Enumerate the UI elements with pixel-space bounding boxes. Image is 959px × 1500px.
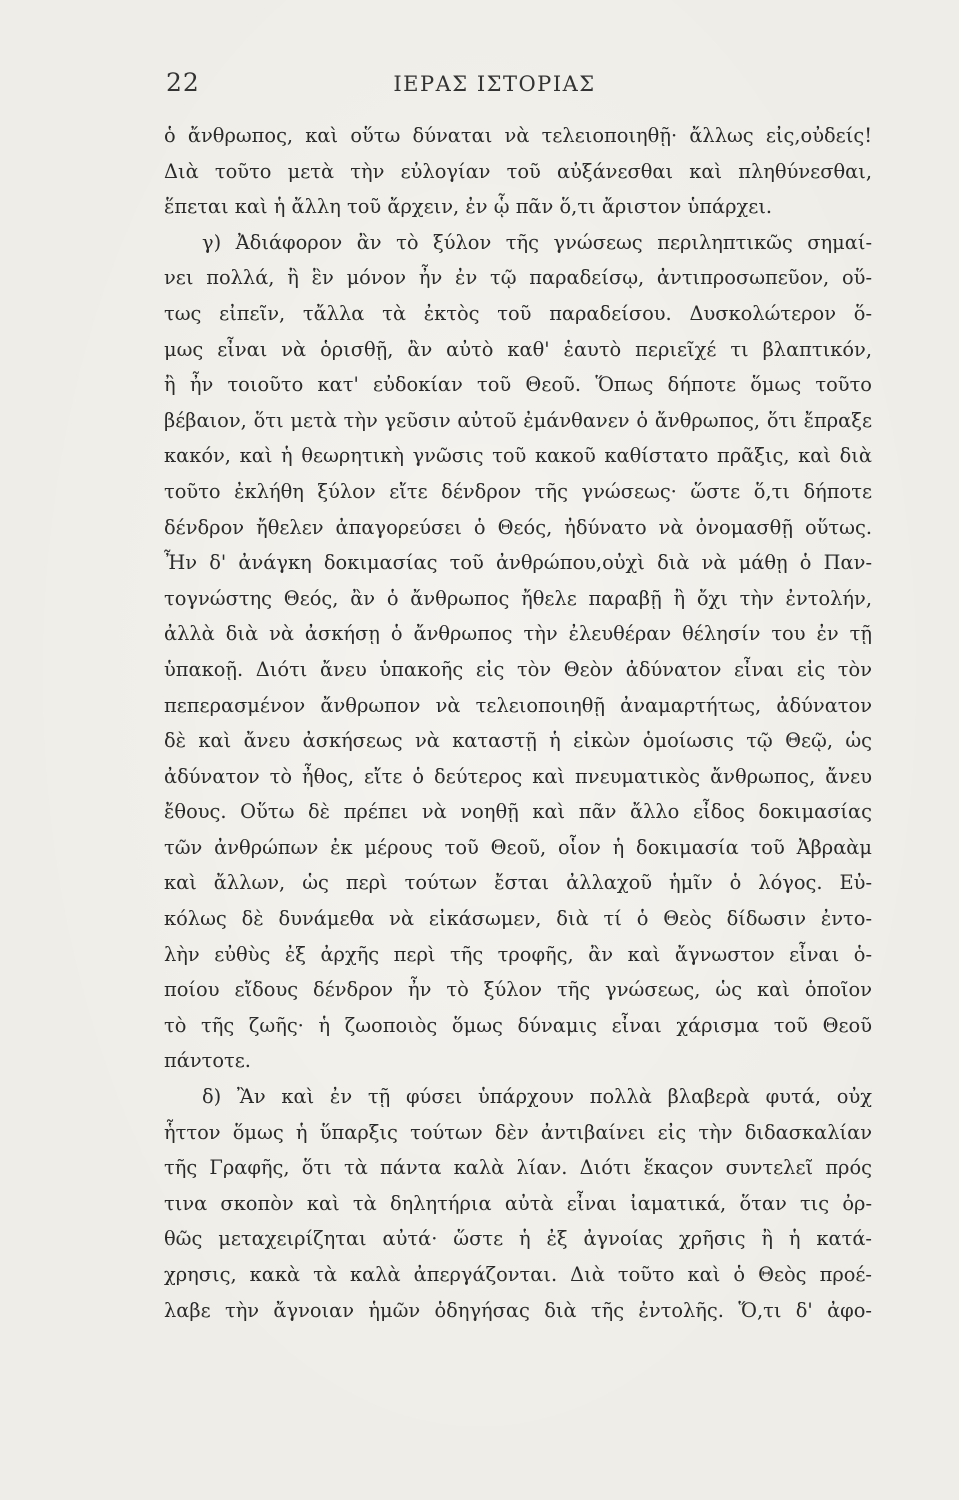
text-line: ὑπακοῇ. Διότι ἄνευ ὑπακοῆς εἰς τὸν Θεὸν ἀδύνατον εἶναι εἰς τὸν [164, 657, 872, 681]
text-line: χρησις, κακὰ τὰ καλὰ ἀπεργάζονται. Διὰ τοῦτο καὶ ὁ Θεὸς προέ- [164, 1263, 872, 1286]
text-line: καὶ ἄλλων, ὡς περὶ τούτων ἔσται ἀλλαχοῦ ἡμῖν ὁ λόγος. Εὐ- [164, 871, 872, 895]
text-line: βέβαιον, ὅτι μετὰ τὴν γεῦσιν αὐτοῦ ἐμάνθανεν ὁ ἄνθρωπος, ὅτι ἔπραξε [164, 408, 872, 432]
text-line: τως εἰπεῖν, τἄλλα τὰ ἐκτὸς τοῦ παραδείσου. Δυσκολώτερον ὅ- [164, 301, 872, 325]
text-line: δὲ καὶ ἄνευ ἀσκήσεως νὰ καταστῇ ἡ εἰκὼν ὁμοίωσις τῷ Θεῷ, ὡς [164, 729, 872, 753]
text-line: Ἦν δ' ἀνάγκη δοκιμασίας τοῦ ἀνθρώπου,οὐχὶ διὰ νὰ μάθῃ ὁ Παν- [164, 551, 872, 575]
text-line: ποίου εἴδους δένδρον ἦν τὸ ξύλον τῆς γνώσεως, ὡς καὶ ὁποῖον [164, 978, 872, 1002]
text-line: ἧττον ὅμως ἡ ὕπαρξις τούτων δὲν ἀντιβαίνει εἰς τὴν διδασκαλίαν [164, 1120, 872, 1144]
text-line: ἔθους. Οὕτω δὲ πρέπει νὰ νοηθῇ καὶ πᾶν ἄλλο εἶδος δοκιμασίας [164, 800, 872, 824]
running-title: ΙΕΡΑΣ ΙΣΤΟΡΙΑΣ [393, 72, 596, 96]
text-line: γ) Ἀδιάφορον ἂν τὸ ξύλον τῆς γνώσεως περιληπτικῶς σημαί- [202, 230, 872, 254]
text-line: τοῦτο ἐκλήθη ξύλον εἴτε δένδρον τῆς γνώσεως· ὥστε ὅ,τι δήποτε [164, 479, 872, 503]
page-header [0, 68, 959, 108]
text-line: ἀδύνατον τὸ ἦθος, εἴτε ὁ δεύτερος καὶ πνευματικὸς ἄνθρωπος, ἄνευ [164, 764, 872, 788]
text-line: δένδρον ἤθελεν ἀπαγορεύσει ὁ Θεός, ἠδύνατο νὰ ὀνομασθῇ οὕτως. [164, 515, 872, 539]
text-line: πάντοτε. [164, 1049, 251, 1073]
text-line: ἕπεται καὶ ἡ ἄλλη τοῦ ἄρχειν, ἐν ᾧ πᾶν ὅ,τι ἄριστον ὑπάρχει. [164, 195, 773, 219]
text-line: μως εἶναι νὰ ὁρισθῇ, ἂν αὐτὸ καθ' ἑαυτὸ περιεῖχέ τι βλαπτικόν, [164, 337, 872, 361]
page-number: 22 [166, 68, 200, 97]
text-line: τογνώστης Θεός, ἂν ὁ ἄνθρωπος ἤθελε παραβῇ ἢ ὄχι τὴν ἐντολήν, [164, 586, 872, 610]
text-line: τινα σκοπὸν καὶ τὰ δηλητήρια αὐτὰ εἶναι ἰαματικά, ὅταν τις ὀρ- [164, 1191, 872, 1215]
text-line: τῶν ἀνθρώπων ἐκ μέρους τοῦ Θεοῦ, οἷον ἡ δοκιμασία τοῦ Ἀβραὰμ [164, 835, 872, 859]
text-line: κόλως δὲ δυνάμεθα νὰ εἰκάσωμεν, διὰ τί ὁ Θεὸς δίδωσιν ἐντο- [164, 907, 872, 931]
text-line: τὸ τῆς ζωῆς· ἡ ζωοποιὸς ὅμως δύναμις εἶναι χάρισμα τοῦ Θεοῦ [164, 1013, 872, 1037]
text-line: Διὰ τοῦτο μετὰ τὴν εὐλογίαν τοῦ αὐξάνεσθαι καὶ πληθύνεσθαι, [164, 159, 872, 183]
text-line: ἢ ἦν τοιοῦτο κατ' εὐδοκίαν τοῦ Θεοῦ. Ὅπως δήποτε ὅμως τοῦτο [164, 373, 872, 397]
text-line: ἀλλὰ διὰ νὰ ἀσκήσῃ ὁ ἄνθρωπος τὴν ἐλευθέραν θέλησίν του ἐν τῇ [164, 622, 872, 646]
text-line: λὴν εὐθὺς ἐξ ἀρχῆς περὶ τῆς τροφῆς, ἂν καὶ ἄγνωστον εἶναι ὁ- [164, 942, 872, 966]
text-line: τῆς Γραφῆς, ὅτι τὰ πάντα καλὰ λίαν. Διότι ἕκαςον συντελεῖ πρός [164, 1156, 872, 1180]
text-line: κακόν, καὶ ἡ θεωρητικὴ γνῶσις τοῦ κακοῦ καθίστατο πρᾶξις, καὶ διὰ [164, 444, 872, 468]
text-line: ὁ ἄνθρωπος, καὶ οὕτω δύναται νὰ τελειοποιηθῇ· ἄλλως εἰς,οὐδείς! [164, 124, 872, 147]
text-line: λαβε τὴν ἄγνοιαν ἡμῶν ὁδηγήσας διὰ τῆς ἐντολῆς. Ὅ,τι δ' ἀφο- [164, 1298, 872, 1322]
body-text [164, 118, 872, 1328]
text-line: δ) Ἂν καὶ ἐν τῇ φύσει ὑπάρχουν πολλὰ βλαβερὰ φυτά, οὐχ [202, 1085, 872, 1109]
text-line: θῶς μεταχειρίζηται αὐτά· ὥστε ἡ ἐξ ἀγνοίας χρῆσις ἢ ἡ κατά- [164, 1227, 872, 1251]
text-line: νει πολλά, ἢ ἓν μόνον ἦν ἐν τῷ παραδείσῳ, ἀντιπροσωπεῦον, οὕ- [164, 266, 872, 290]
text-line: πεπερασμένον ἄνθρωπον νὰ τελειοποιηθῇ ἀναμαρτήτως, ἀδύνατον [164, 693, 872, 717]
